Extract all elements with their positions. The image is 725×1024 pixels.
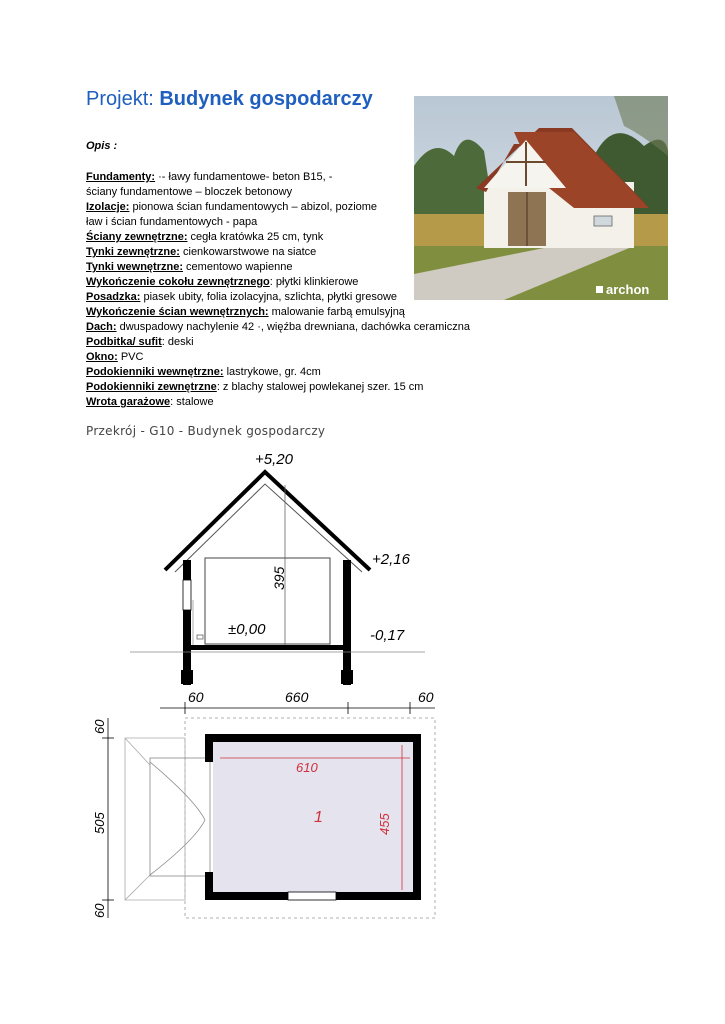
plan-inner-depth: 455 [377, 813, 392, 835]
spec-label: Izolacje: [86, 201, 130, 213]
spec-label: Dach: [86, 321, 117, 333]
spec-value: ·- ławy fundamentowe- beton B15, - [155, 171, 333, 183]
dim-eave: +2,16 [372, 551, 410, 568]
page-title [86, 88, 373, 111]
spec-label: Podokienniki wewnętrzne: [86, 366, 224, 378]
plan-room-number: 1 [314, 809, 323, 826]
spec-value: piasek ubity, folia izolacyjna, szlichta, płytki gresowe [140, 291, 397, 303]
spec-label: Posadzka: [86, 291, 141, 303]
spec-value: : stalowe [170, 396, 214, 408]
spec-label: Podbitka/ sufit [86, 336, 162, 348]
cross-section [130, 451, 435, 714]
spec-row [86, 365, 516, 380]
dim-right: 60 [418, 689, 434, 705]
spec-label: Tynki wewnętrzne: [86, 261, 183, 273]
dim-floor: ±0,00 [228, 621, 266, 638]
technical-drawing [80, 440, 460, 940]
dim-ridge: +5,20 [255, 451, 293, 468]
dim-ground: -0,17 [370, 627, 405, 644]
title-name: Budynek gospodarczy [159, 88, 373, 110]
spec-value: ław i ścian fundamentowych - papa [86, 216, 258, 228]
spec-value: malowanie farbą emulsyjną [268, 306, 405, 318]
building-photo [414, 96, 668, 300]
spec-label: Wrota garażowe [86, 396, 171, 408]
spec-label: Wykończenie cokołu zewnętrznego [86, 276, 270, 288]
spec-row [86, 335, 516, 350]
spec-label: Podokienniki zewnętrzne [86, 381, 217, 393]
plan-dim-depth: 505 [92, 812, 107, 834]
spec-row [86, 320, 516, 335]
spec-row [86, 350, 516, 365]
spec-value: : deski [161, 336, 194, 348]
plan-dim-top: 60 [92, 719, 107, 734]
floor-plan [92, 718, 435, 918]
spec-label: Wykończenie ścian wewnętrznych: [86, 306, 269, 318]
dim-width: 660 [285, 689, 309, 705]
spec-value: cienkowarstwowe na siatce [179, 246, 317, 258]
spec-value: : z blachy stalowej powlekanej szer. 15 cm [216, 381, 424, 393]
plan-inner-width: 610 [296, 760, 318, 775]
photo-logo: archon [606, 282, 650, 297]
dim-left: 60 [188, 689, 204, 705]
section-heading: Przekrój - G10 - Budynek gospodarczy [86, 424, 326, 438]
spec-value: cegła kratówka 25 cm, tynk [187, 231, 324, 243]
spec-value: cementowo wapienne [182, 261, 293, 273]
spec-value: dwuspadowy nachylenie 42 ·, więźba drewniana, dachówka ceramiczna [116, 321, 470, 333]
dim-height: 395 [271, 566, 287, 590]
spec-label: Ściany zewnętrzne: [86, 231, 188, 243]
spec-label: Okno: [86, 351, 118, 363]
spec-row [86, 380, 516, 395]
spec-value: PVC [117, 351, 144, 363]
title-prefix: Projekt: [86, 88, 160, 110]
spec-label: Tynki zewnętrzne: [86, 246, 180, 258]
spec-label: Fundamenty: [86, 171, 156, 183]
spec-value: lastrykowe, gr. 4cm [223, 366, 321, 378]
spec-row [86, 305, 516, 320]
plan-dim-bottom: 60 [92, 903, 107, 918]
spec-value: pionowa ścian fundamentowych – abizol, poziome [129, 201, 378, 213]
spec-row [86, 395, 516, 410]
spec-value: ściany fundamentowe – bloczek betonowy [86, 186, 293, 198]
spec-value: : płytki klinkierowe [269, 276, 359, 288]
opis-label: Opis : [86, 140, 118, 152]
